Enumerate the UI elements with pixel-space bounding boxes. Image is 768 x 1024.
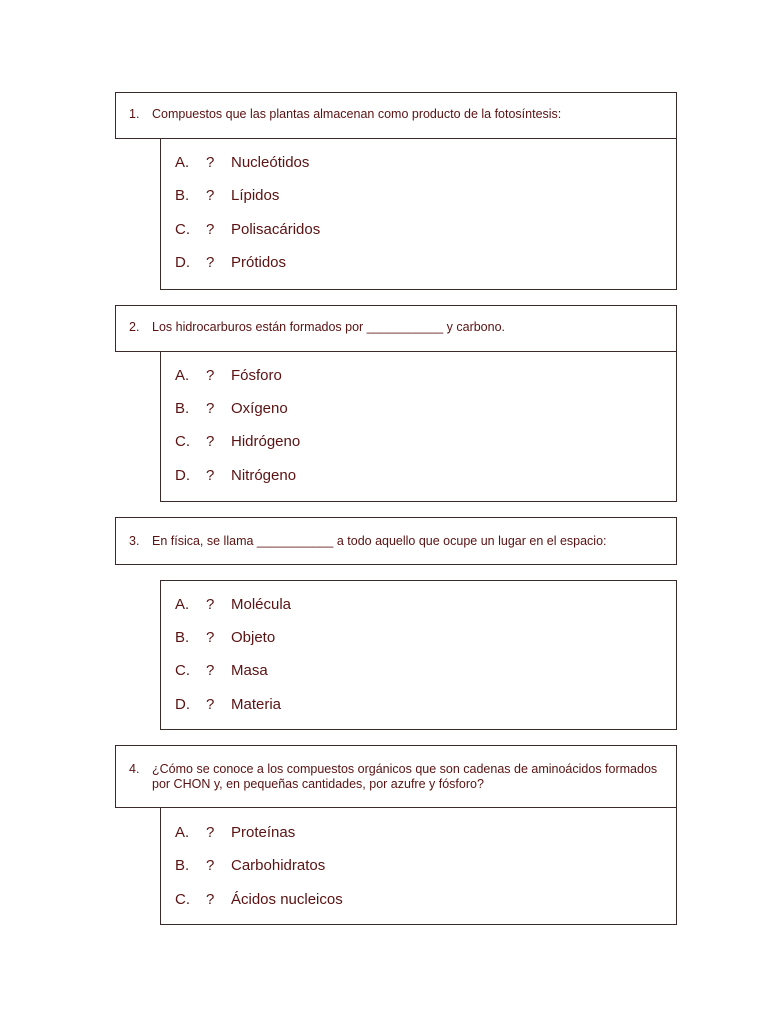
option-c[interactable] [161, 661, 676, 681]
option-text: Fósforo [231, 367, 282, 384]
question-1-box [115, 92, 677, 139]
option-b[interactable] [161, 399, 676, 419]
checkbox-placeholder-icon[interactable]: ? [206, 696, 215, 713]
option-a[interactable] [161, 823, 676, 843]
option-text: Proteínas [231, 824, 296, 841]
option-letter: A. [175, 596, 190, 613]
question-text: Los hidrocarburos están formados por ___________ y carbono. [152, 320, 506, 334]
option-letter: C. [175, 662, 190, 679]
option-letter: C. [175, 221, 190, 238]
question-text: Compuestos que las plantas almacenan como producto de la fotosíntesis: [152, 107, 562, 121]
option-text: Polisacáridos [231, 221, 321, 238]
option-text: Oxígeno [231, 400, 288, 417]
question-text: ¿Cómo se conoce a los compuestos orgánicos que son cadenas de aminoácidos formados por CHON y, en pequeñas cantidades, por azufre y fósforo? [152, 762, 658, 791]
answer-box-4 [160, 807, 677, 925]
option-text: Molécula [231, 596, 292, 613]
option-b[interactable] [161, 186, 676, 206]
checkbox-placeholder-icon[interactable]: ? [206, 433, 215, 450]
option-a[interactable] [161, 153, 676, 173]
checkbox-placeholder-icon[interactable]: ? [206, 467, 215, 484]
option-letter: A. [175, 154, 190, 171]
option-text: Ácidos nucleicos [231, 891, 343, 908]
question-number: 1. [129, 107, 140, 121]
option-b[interactable] [161, 856, 676, 876]
option-c[interactable] [161, 432, 676, 452]
option-a[interactable] [161, 366, 676, 386]
checkbox-placeholder-icon[interactable]: ? [206, 254, 215, 271]
option-text: Prótidos [231, 254, 287, 271]
option-text: Masa [231, 662, 268, 679]
option-text: Hidrógeno [231, 433, 301, 450]
option-b[interactable] [161, 628, 676, 648]
option-letter: C. [175, 433, 190, 450]
option-letter: B. [175, 629, 190, 646]
option-text: Objeto [231, 629, 276, 646]
option-d[interactable] [161, 253, 676, 273]
answer-box-3 [160, 580, 677, 730]
option-text: Nitrógeno [231, 467, 297, 484]
checkbox-placeholder-icon[interactable]: ? [206, 629, 215, 646]
question-number: 2. [129, 320, 140, 334]
option-letter: B. [175, 187, 190, 204]
question-2-box [115, 305, 677, 352]
checkbox-placeholder-icon[interactable]: ? [206, 400, 215, 417]
answer-box-2 [160, 351, 677, 502]
option-text: Nucleótidos [231, 154, 310, 171]
checkbox-placeholder-icon[interactable]: ? [206, 891, 215, 908]
checkbox-placeholder-icon[interactable]: ? [206, 824, 215, 841]
answer-box-1 [160, 138, 677, 290]
checkbox-placeholder-icon[interactable]: ? [206, 154, 215, 171]
option-letter: A. [175, 367, 190, 384]
option-letter: A. [175, 824, 190, 841]
option-letter: D. [175, 254, 190, 271]
option-letter: B. [175, 857, 190, 874]
option-text: Materia [231, 696, 282, 713]
question-number: 4. [129, 762, 140, 776]
option-letter: C. [175, 891, 190, 908]
checkbox-placeholder-icon[interactable]: ? [206, 221, 215, 238]
option-text: Lípidos [231, 187, 280, 204]
question-4-box [115, 745, 677, 808]
option-letter: D. [175, 696, 190, 713]
question-3-box [115, 517, 677, 565]
question-number: 3. [129, 534, 140, 548]
option-d[interactable] [161, 466, 676, 486]
checkbox-placeholder-icon[interactable]: ? [206, 596, 215, 613]
option-d[interactable] [161, 695, 676, 715]
option-letter: D. [175, 467, 190, 484]
option-text: Carbohidratos [231, 857, 326, 874]
checkbox-placeholder-icon[interactable]: ? [206, 367, 215, 384]
option-c[interactable] [161, 220, 676, 240]
option-c[interactable] [161, 890, 676, 910]
option-a[interactable] [161, 595, 676, 615]
option-letter: B. [175, 400, 190, 417]
checkbox-placeholder-icon[interactable]: ? [206, 857, 215, 874]
checkbox-placeholder-icon[interactable]: ? [206, 187, 215, 204]
checkbox-placeholder-icon[interactable]: ? [206, 662, 215, 679]
question-text: En física, se llama ___________ a todo aquello que ocupe un lugar en el espacio: [152, 534, 607, 548]
